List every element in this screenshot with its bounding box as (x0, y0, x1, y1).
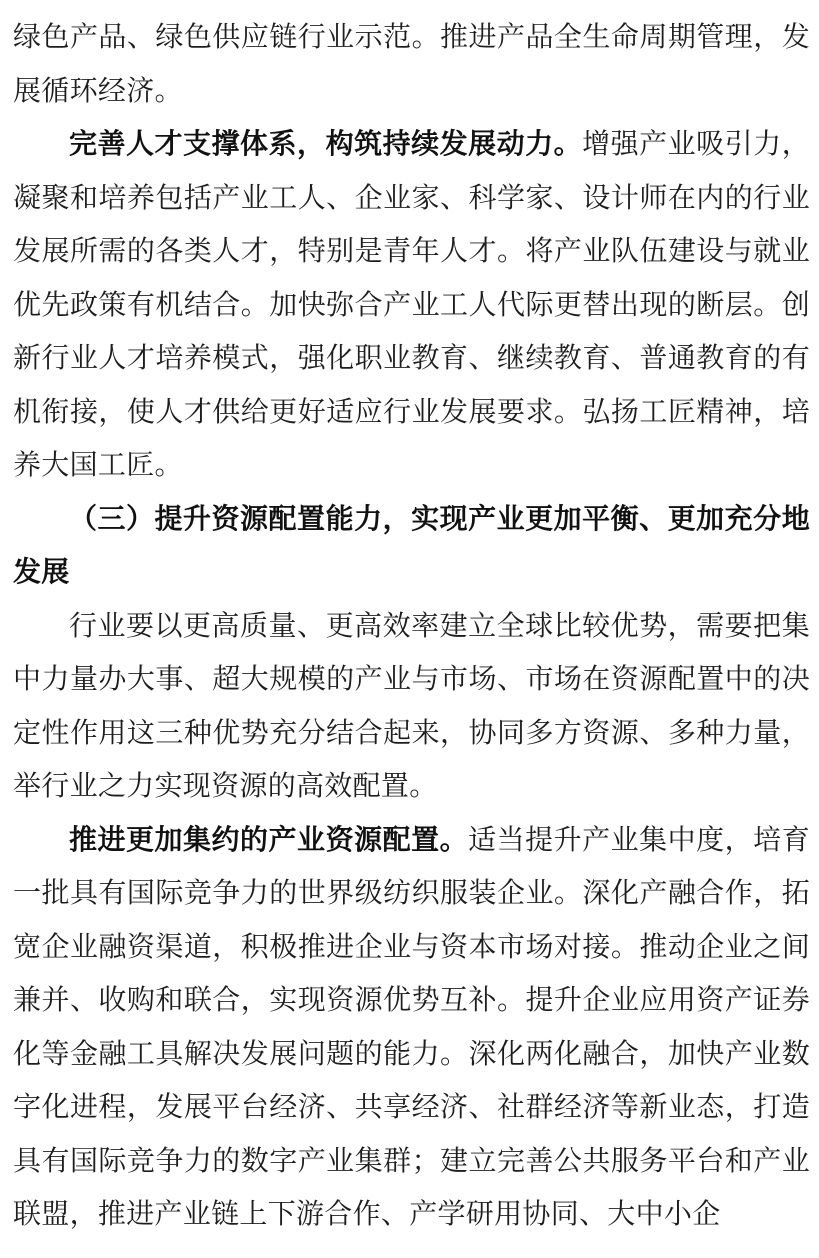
paragraph-text: 增强产业吸引力，凝聚和培养包括产业工人、企业家、科学家、设计师在内的行业发展所需的各类人才，特别是青年人才。将产业队伍建设与就业优先政策有机结合。加快弥合产业工人代际更替出现的断层。创新行业人才培养模式，强化职业教育、继续教育、普通教育的有机衔接，使人才供给更好适应行业发展要求。弘扬工匠精神，培养大国工匠。 (13, 127, 810, 481)
paragraph (13, 813, 810, 1241)
paragraph (13, 10, 810, 117)
paragraph-text: 行业要以更高质量、更高效率建立全球比较优势，需要把集中力量办大事、超大规模的产业与市场、市场在资源配置中的决定性作用这三种优势充分结合起来，协同多方资源、多种力量，举行业之力实现资源的高效配置。 (13, 608, 810, 802)
paragraph-text: 绿色产品、绿色供应链行业示范。推进产品全生命周期管理，发展循环经济。 (13, 20, 810, 107)
heading-text: （三）提升资源配置能力，实现产业更加平衡、更加充分地发展 (13, 501, 810, 588)
section-heading (13, 492, 810, 599)
paragraph-text: 适当提升产业集中度，培育一批具有国际竞争力的世界级纺织服装企业。深化产融合作，拓宽企业融资渠道，积极推进企业与资本市场对接。推动企业之间兼并、收购和联合，实现资源优势互补。提升企业应用资产证券化等金融工具解决发展问题的能力。深化两化融合，加快产业数字化进程，发展平台经济、共享经济、社群经济等新业态，打造具有国际竞争力的数字产业集群；建立完善公共服务平台和产业联盟，推进产业链上下游合作、产学研用协同、大中小企 (13, 822, 810, 1230)
paragraph-lead: 完善人才支撑体系，构筑持续发展动力。 (69, 127, 583, 160)
paragraph (13, 117, 810, 492)
paragraph-lead: 推进更加集约的产业资源配置。 (69, 822, 469, 856)
document-body (13, 10, 810, 1241)
paragraph (13, 599, 810, 813)
